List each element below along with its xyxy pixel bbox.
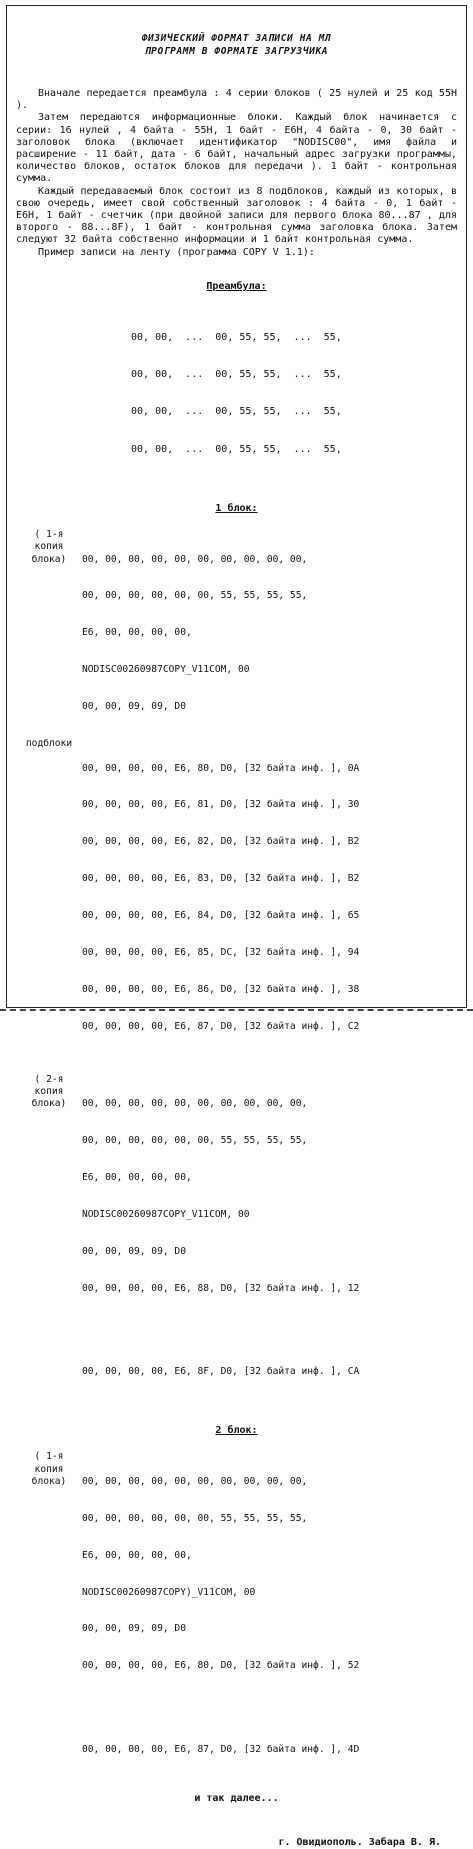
hex-line: 00, 00, 09, 09, D0 [82, 1623, 186, 1635]
block1-copy1 [16, 529, 457, 738]
hex-line: 00, 00, 00, 00, E6, 8F, D0, [32 байта инф. ], CA [82, 1366, 360, 1378]
hex-line: 00, 00, 00, 00, E6, 83, D0, [32 байта инф. ], B2 [82, 873, 360, 885]
title-line-1: ФИЗИЧЕСКИЙ ФОРМАТ ЗАПИСИ НА МЛ [141, 33, 332, 44]
hex-line: 00, 00, 00, 00, E6, 82, D0, [32 байта инф. ], B2 [82, 836, 360, 848]
block2-copy1 [16, 1451, 457, 1780]
block2-copy1-label: ( 1-я копия блока) [31, 1451, 67, 1487]
block2-heading: 2 блок: [215, 1425, 258, 1437]
continuation-text: и так далее... [194, 1792, 279, 1804]
hex-line: 00, 00, 00, 00, E6, 88, D0, [32 байта инф. ], 12 [82, 1282, 360, 1294]
hex-line: 00, 00, 09, 09, D0 [82, 1245, 186, 1257]
author-signature: г. Овидиополь. Забара В. Я. [278, 1836, 441, 1848]
hex-line: 00, 00, 00, 00, 00, 00, 55, 55, 55, 55, [82, 1512, 308, 1524]
hex-line: 00, 00, 00, 00, E6, 81, D0, [32 байта инф. ], 30 [82, 799, 360, 811]
hex-line: 00, 00, 00, 00, E6, 84, D0, [32 байта инф. ], 65 [82, 910, 360, 922]
block1-copy1-label: ( 1-я копия блока) [31, 528, 67, 565]
hex-line: 00, 00, 00, 00, E6, 87, D0, [32 байта инф. ], 4D [82, 1743, 360, 1755]
block1-copy2-lines [82, 1074, 457, 1403]
paragraph-subblocks: Каждый передаваемый блок состоит из 8 подблоков, каждый из которых, в свою очередь, имеет свой собственный заголовок : 4 байта - 0, 1 байт - E6H, 1 байт - счетчик (при двойной записи для первого блока 80...87 , для второго - 88...8F), 1 байт - контрольная сумма заголовка блока. Затем следуют 32 байта собственно информации и 1 байт контрольная сумма. [16, 185, 457, 246]
document-page [6, 5, 467, 1848]
bottom-divider [0, 1009, 473, 1011]
hex-line: NODISC00260987COPY_V11COM, 00 [82, 664, 250, 676]
block1-copy2 [16, 1074, 457, 1403]
hex-line: 00, 00, 00, 00, 00, 00, 00, 00, 00, 00, [82, 1475, 308, 1487]
block1-heading: 1 блок: [215, 502, 258, 514]
document-body [7, 88, 466, 1849]
hex-line: 00, 00, 00, 00, E6, 80, D0, [32 байта инф. ], 52 [82, 1660, 360, 1672]
block1-copy1-lines [82, 529, 457, 738]
hex-line: 00, 00, 00, 00, 00, 00, 55, 55, 55, 55, [82, 590, 308, 602]
hex-line: 00, 00, 00, 00, E6, 85, DC, [32 байта инф. ], 94 [82, 947, 360, 959]
hex-line: NODISC00260987COPY_V11COM, 00 [82, 1208, 250, 1220]
hex-line: E6, 00, 00, 00, 00, [82, 627, 192, 639]
preamble-line: 00, 00, ... 00, 55, 55, ... 55, [131, 406, 342, 418]
title-line-2: ПРОГРАММ В ФОРМАТЕ ЗАГРУЗЧИКА [144, 46, 329, 57]
hex-line: 00, 00, 00, 00, E6, 86, D0, [32 байта инф. ], 38 [82, 983, 360, 995]
document-title [7, 32, 466, 58]
hex-line: E6, 00, 00, 00, 00, [82, 1172, 192, 1184]
hex-line: E6, 00, 00, 00, 00, [82, 1549, 192, 1561]
hex-line: NODISC00260987COPY)_V11COM, 00 [82, 1586, 256, 1598]
hex-line: 00, 00, 00, 00, E6, 87, D0, [32 байта инф. ], C2 [82, 1020, 360, 1032]
hex-line: 00, 00, 00, 00, E6, 80, D0, [32 байта инф. ], 0A [82, 762, 360, 774]
preamble-dump [131, 307, 457, 481]
preamble-line: 00, 00, ... 00, 55, 55, ... 55, [131, 369, 342, 381]
hex-line: 00, 00, 00, 00, 00, 00, 55, 55, 55, 55, [82, 1135, 308, 1147]
paragraph-info-blocks: Затем передаются информационные блоки. Каждый блок начинается с серии: 16 нулей , 4 байта - 55H, 1 байт - E6H, 4 байта - 0, 30 байт - заголовок блока (включает идентификатор "NODISC00", имя файла и расширение - 11 байт, дата - 6 байт, начальный адрес загрузки программы, количество блоков, остаток блоков для передачи ). 1 байт - контрольная сумма. [16, 112, 457, 185]
paragraph-preamble: Вначале передается преамбула : 4 серии блоков ( 25 нулей и 25 код 55H ). [16, 88, 457, 112]
paragraph-example: Пример записи на ленту (программа COPY V 1.1): [38, 246, 315, 258]
hex-line: 00, 00, 00, 00, 00, 00, 00, 00, 00, 00, [82, 1098, 308, 1110]
preamble-heading: Преамбула: [206, 280, 267, 292]
hex-line: 00, 00, 09, 09, D0 [82, 701, 186, 713]
subblocks-label: подблоки [25, 737, 73, 749]
preamble-line: 00, 00, ... 00, 55, 55, ... 55, [131, 331, 342, 343]
block2-copy1-lines [82, 1451, 457, 1780]
hex-line: 00, 00, 00, 00, 00, 00, 00, 00, 00, 00, [82, 553, 308, 565]
block1-copy2-label: ( 2-я копия блока) [31, 1073, 67, 1110]
preamble-line: 00, 00, ... 00, 55, 55, ... 55, [131, 443, 342, 455]
